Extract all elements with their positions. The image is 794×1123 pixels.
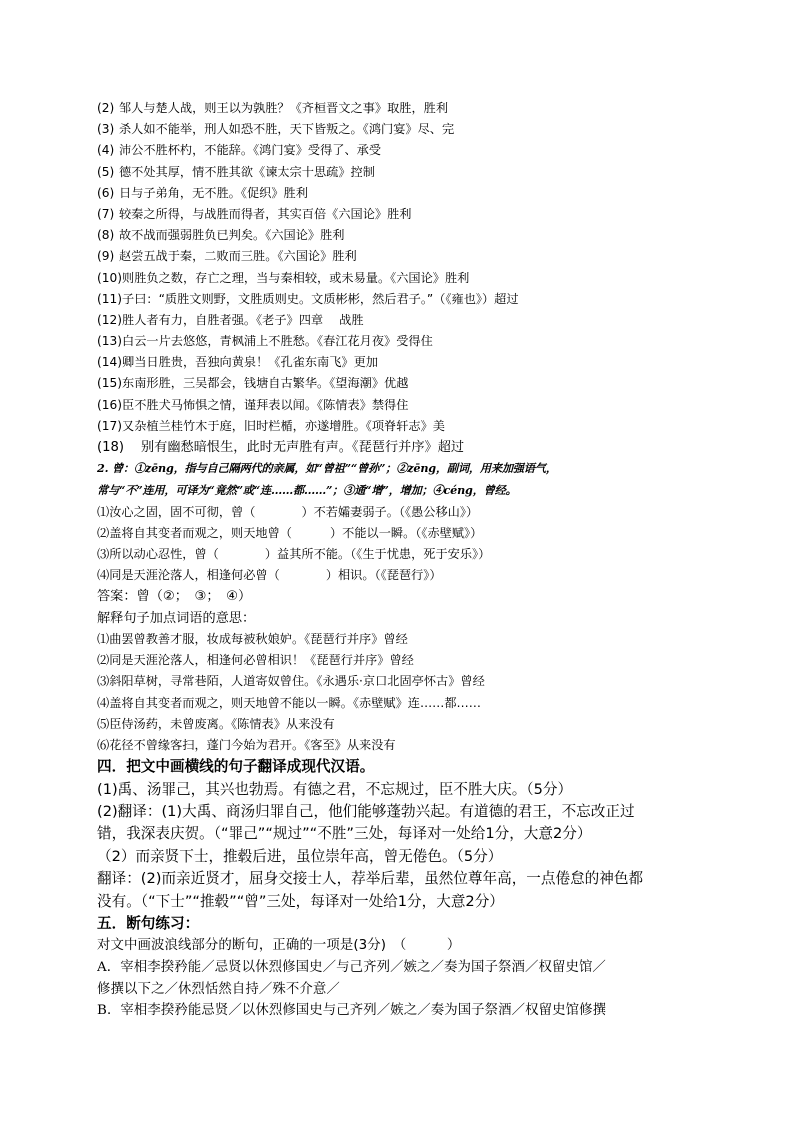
item-text: 故不战而强弱胜负已判矣。《六国论》胜利: [119, 228, 345, 243]
item-text: 卿当日胜贵，吾独向黄泉！《孔雀东南飞》更加: [122, 355, 378, 370]
list-item: [97, 395, 707, 416]
explain-text: 同是天涯沦落人，相逢何必曾相识！《琵琶行并序》曾经: [109, 653, 414, 668]
item-number: (14): [97, 355, 123, 370]
item-number: (16): [97, 397, 123, 412]
section-four-title: 四．把文中画横线的句子翻译成现代汉语。: [97, 758, 375, 776]
fill-number: ⑷: [97, 568, 110, 583]
question-text: 对文中画波浪线部分的断句，正确的一项是(3分) （ ）: [97, 938, 461, 954]
translation-line: 翻译：(2)而亲近贤才，屈身交接士人，荐举后辈，虽然位尊年高，一点倦怠的神色都: [97, 870, 644, 888]
explain-item: [97, 671, 707, 692]
list-item: [97, 289, 707, 310]
item-text: 别有幽愁暗恨生，此时无声胜有声。《琵琶行并序》超过: [141, 440, 465, 455]
explain-number: ⑶: [97, 674, 110, 689]
fill-number: ⑴: [97, 504, 110, 519]
item-text: 沛公不胜杯杓，不能辞。《鸿门宴》受得了、承受: [119, 143, 382, 158]
fill-number: ⑶: [97, 546, 110, 561]
explain-text: 曲罢曾教善才服，妆成每被秋娘妒。《琵琶行并序》曾经: [109, 632, 408, 647]
list-item: [97, 437, 707, 458]
fill-item: [97, 523, 707, 544]
explain-title: 解释句子加点词语的意思：: [97, 610, 256, 626]
explain-text: 盖将自其变者而观之，则天地曾不能以一瞬。《赤壁赋》连……都……: [109, 695, 481, 710]
item-number: (9): [97, 249, 115, 264]
translation-line: (1)禹、汤罪己，其兴也勃焉。有德之君，不忘规过，臣不胜大庆。（5分）: [97, 780, 573, 798]
item-number: (12): [97, 312, 123, 327]
item-text: 子曰：“质胜文则野，文胜质则史。文质彬彬，然后君子。”（《雍也》）超过: [122, 291, 519, 306]
option-list: [97, 957, 707, 1022]
fill-before: 同是天涯沦落人，相逢何必曾（: [109, 568, 280, 583]
explain-item: [97, 735, 707, 756]
explain-number: ⑷: [97, 695, 110, 710]
list-item: [97, 140, 707, 161]
translation-line: 没有。（“下士”“推毂”“曾”三处，每译对一处给1分，大意2分）: [97, 892, 504, 910]
explain-text: 斜阳草树，寻常巷陌，人道寄奴曾住。《永遇乐·京口北固亭怀古》曾经: [109, 674, 485, 689]
fill-item: [97, 544, 707, 565]
item-number: (3): [97, 122, 115, 137]
item-number: (6): [97, 185, 115, 200]
fill-item: [97, 502, 707, 523]
explain-number: ⑵: [97, 653, 110, 668]
list-item: [97, 352, 707, 373]
item-text: 邹人与楚人战，则王以为孰胜？《齐桓晋文之事》取胜，胜利: [119, 101, 449, 115]
item-number: (5): [97, 164, 115, 179]
item-number: (11): [97, 291, 123, 306]
explain-number: ⑹: [97, 738, 110, 753]
explain-number: ⑴: [97, 632, 110, 647]
item-number: (15): [97, 376, 123, 391]
sheng-usage-list: [97, 98, 707, 437]
fill-before: 盖将自其变者而观之，则天地曾（: [109, 525, 292, 540]
item-text: 东南形胜，三吴都会，钱塘自古繁华。《望海潮》优越: [122, 376, 409, 391]
item-text: 白云一片去悠悠，青枫浦上不胜愁。《春江花月夜》受得住: [122, 334, 433, 349]
explain-item: [97, 714, 707, 735]
list-item: [97, 183, 707, 204]
item-text: 又杂植兰桂竹木于庭，旧时栏楯，亦遂增胜。《项脊轩志》美: [122, 418, 445, 433]
fill-after: ）不若孀妻弱子。（《愚公移山》）: [301, 504, 479, 519]
zeng-note-line-2: 常与“不”连用，可译为“竟然”或“连……都……”；③通“增”，增加；④céng，曾经。: [97, 482, 517, 497]
list-item: [97, 373, 707, 394]
item-text: 日与子弟角，无不胜。《促织》胜利: [119, 185, 308, 200]
explain-text: 臣侍汤药，未曾废离。《陈情表》从来没有: [109, 716, 335, 731]
item-number: (10): [97, 270, 123, 285]
option-a-line-1: A．宰相李揆矜能／忌贤以休烈修国史／与己齐列／嫉之／奏为国子祭酒／权留史馆／: [97, 959, 606, 975]
item-text: 则胜负之数，存亡之理，当与秦相较，或未易量。《六国论》胜利: [122, 270, 470, 285]
item-number: (17): [97, 418, 123, 433]
item-number: (4): [97, 143, 115, 158]
option-a-line-2: 修撰以下之／休烈恬然自持／殊不介意／: [97, 981, 340, 997]
item-number: (2): [97, 101, 115, 115]
list-item: [97, 310, 707, 331]
fill-after: ）相识。（《琵琶行》）: [325, 568, 442, 583]
item-text: 赵尝五战于秦，二败而三胜。《六国论》胜利: [119, 249, 357, 264]
fill-before: 所以动心忍性，曾（: [109, 546, 219, 561]
fill-item: [97, 565, 707, 586]
item-number: (13): [97, 334, 123, 349]
translation-line: （2）而亲贤下士，推毂后进，虽位崇年高，曾无倦色。（5分）: [97, 847, 503, 865]
fill-number: ⑵: [97, 525, 110, 540]
list-item: [97, 246, 707, 267]
explain-item: [97, 650, 707, 671]
fill-after: ）不能以一瞬。（《赤壁赋》）: [330, 525, 483, 540]
item-number: (8): [97, 228, 115, 243]
list-item: [97, 162, 707, 183]
list-item: [97, 331, 707, 352]
list-item: [97, 119, 707, 140]
translation-block: [97, 779, 707, 913]
item-text: 德不处其厚，情不胜其欲《谏太宗十思疏》控制: [119, 164, 375, 179]
explain-item: [97, 693, 707, 714]
list-item: [97, 416, 707, 437]
fill-before: 汝心之固，固不可彻，曾（: [109, 504, 256, 519]
zeng-note-line-1: 2. 曾：①zēng，指与自己隔两代的亲属，如“曾祖”“曾孙”；②zēng，副词，用来加强语气，: [97, 461, 557, 476]
list-item: [97, 225, 707, 246]
fill-in-list: [97, 502, 707, 587]
item-text: 胜人者有力，自胜者强。《老子》四章 战胜: [122, 312, 364, 327]
explain-number: ⑸: [97, 716, 110, 731]
list-item: [97, 268, 707, 289]
item-number: (18): [97, 440, 125, 455]
item-number: (7): [97, 206, 115, 221]
option-b-line-1: B．宰相李揆矜能忌贤／以休烈修国史与己齐列／嫉之／奏为国子祭酒／权留史馆修撰: [97, 1003, 607, 1019]
list-item: [97, 204, 707, 225]
translation-line: 错，我深表庆贺。（“罪己”“规过”“不胜”三处，每译对一处给1分，大意2分）: [97, 825, 592, 843]
item-text: 杀人如不能举，刑人如恐不胜，天下皆叛之。《鸿门宴》尽、完: [119, 122, 455, 137]
answer-line: 答案：曾（②； ③； ④）: [97, 589, 252, 605]
section-five-title: 五．断句练习：: [97, 914, 200, 932]
translation-line: (2)翻译：(1)大禹、商汤归罪自己，他们能够蓬勃兴起。有道德的君王，不忘改正过: [97, 803, 635, 821]
item-text: 较秦之所得，与战胜而得者，其实百倍《六国论》胜利: [119, 206, 412, 221]
explain-list: [97, 629, 707, 756]
fill-after: ）益其所不能。（《生于忧患，死于安乐》）: [264, 546, 491, 561]
explain-item: [97, 629, 707, 650]
explain-text: 花径不曾缘客扫，蓬门今始为君开。《客至》从来没有: [109, 738, 396, 753]
item-text: 臣不胜犬马怖惧之情，谨拜表以闻。《陈情表》禁得住: [122, 397, 409, 412]
list-item: [97, 98, 707, 119]
document-page: [97, 98, 707, 1022]
